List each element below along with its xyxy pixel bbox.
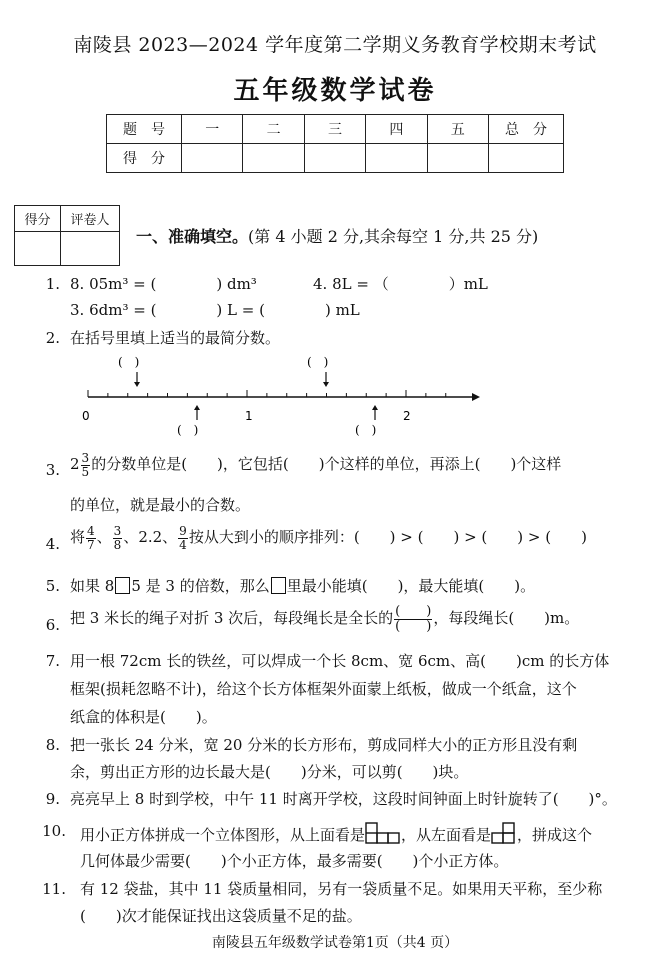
- q4-fraction-2: [113, 525, 123, 551]
- number-line-ticks: [88, 390, 446, 397]
- question-number: 2.: [45, 329, 60, 347]
- score-table-score-row: [107, 144, 564, 173]
- fraction-numerator: 9: [179, 524, 187, 538]
- score-cell-section: 五: [427, 115, 488, 144]
- grader-score-label: 得分: [15, 206, 61, 232]
- number-line-label-2: 2: [403, 409, 411, 423]
- q10-text-1: 用小正方体拼成一个立体图形，从上面看是: [80, 826, 366, 844]
- question-number: 5.: [45, 577, 60, 595]
- down-arrow-head-icon: [323, 382, 329, 387]
- q6-text-1: 把 3 米长的绳子对折 3 次后，每段绳长是全长的: [70, 609, 394, 628]
- fraction-denominator: 4: [179, 537, 187, 552]
- number-line-blank-upper-1[interactable]: ( ): [118, 355, 140, 369]
- q2-text: 在括号里填上适当的最简分数。: [70, 329, 281, 347]
- q10-line2: 几何体最少需要( )个小正方体，最多需要( )个小正方体。: [80, 852, 509, 870]
- q7-line2: 框架(损耗忽略不计)，给这个长方体框架外面蒙上纸板，做成一个纸盒，这个: [70, 680, 577, 698]
- score-input-cell[interactable]: [366, 144, 427, 173]
- exam-subtitle: 五年级数学试卷: [233, 76, 437, 106]
- q7-line3: 纸盒的体积是( )。: [70, 708, 217, 726]
- up-arrow-head-icon: [194, 405, 200, 410]
- number-line-blank-upper-2[interactable]: ( ): [307, 355, 329, 369]
- q7-line1: 用一根 72cm 长的铁丝，可以焊成一个长 8cm、宽 6cm、高( )cm 的长方体: [70, 652, 610, 670]
- grader-name-cell[interactable]: [61, 232, 120, 266]
- fraction-denominator: 7: [87, 537, 95, 552]
- score-cell-section: 三: [304, 115, 365, 144]
- fraction-denominator: 5: [81, 464, 90, 479]
- grader-box: [14, 205, 120, 266]
- question-number: 9.: [45, 790, 60, 808]
- q6-line: [70, 605, 579, 633]
- q5-line: [70, 577, 535, 595]
- score-input-cell[interactable]: [304, 144, 365, 173]
- down-arrow-head-icon: [134, 382, 140, 387]
- q10-line1: [80, 822, 592, 844]
- fraction-denominator: ( ): [395, 618, 432, 634]
- q4-separator: 、: [96, 528, 112, 547]
- section-heading: [136, 224, 538, 247]
- question-number: 10.: [42, 822, 66, 840]
- q4-prefix: 将: [70, 528, 86, 547]
- score-row-label: 得 分: [107, 144, 182, 173]
- q3-whole: 2: [70, 455, 80, 474]
- number-line-blank-lower-2[interactable]: ( ): [355, 423, 377, 437]
- q5-text-1: 如果 8: [70, 577, 115, 595]
- question-number: 3.: [45, 461, 60, 479]
- fraction-denominator: 8: [113, 537, 122, 552]
- score-table: [106, 114, 564, 173]
- score-cell-label: 题 号: [107, 115, 182, 144]
- grader-name-label: 评卷人: [61, 206, 120, 232]
- page-footer: 南陵县五年级数学试卷第1页（共4 页）: [211, 935, 459, 951]
- q6-text-2: ，每段绳长( )m。: [433, 609, 580, 628]
- number-line-label-0: 0: [82, 409, 90, 423]
- question-number: 1.: [45, 275, 60, 293]
- q11-line2: ( )次才能保证找出这袋质量不足的盐。: [80, 907, 362, 925]
- question-number: 6.: [45, 616, 60, 634]
- q3-fraction: [81, 452, 91, 478]
- blank-box-icon: [115, 577, 130, 594]
- q3-line2: 的单位，就是最小的合数。: [70, 496, 251, 514]
- q8-line2: 余，剪出正方形的边长最大是( )分米，可以剪( )块。: [70, 763, 469, 781]
- question-number: 4.: [45, 535, 60, 553]
- q5-text-2: 5 是 3 的倍数，那么: [131, 577, 270, 595]
- q4-suffix: 按从大到小的顺序排列：( ) > ( ) > ( ) > ( ): [188, 528, 587, 547]
- score-cell-total: 总 分: [489, 115, 564, 144]
- left-view-icon: [491, 822, 517, 844]
- q10-text-2: ，从左面看是: [401, 826, 492, 844]
- fraction-numerator: 3: [81, 451, 90, 465]
- number-line-figure: [80, 352, 480, 442]
- q1-part-b: 4. 8L = （ ）mL: [313, 275, 488, 293]
- q6-fraction-blank[interactable]: [394, 605, 432, 633]
- number-line-arrow: [472, 393, 480, 401]
- score-input-cell[interactable]: [427, 144, 488, 173]
- score-table-header-row: [107, 115, 564, 144]
- question-number: 7.: [45, 652, 60, 670]
- up-arrow-head-icon: [372, 405, 378, 410]
- question-number: 8.: [45, 736, 60, 754]
- q3-line1: [70, 452, 561, 478]
- section-title: 一、准确填空。: [136, 227, 249, 246]
- score-input-cell[interactable]: [489, 144, 564, 173]
- q11-line1: 有 12 袋盐，其中 11 袋质量相同，另有一袋质量不足。如果用天平称，至少称: [80, 880, 603, 898]
- score-cell-section: 四: [366, 115, 427, 144]
- q4-fraction-3: [178, 525, 188, 551]
- fraction-numerator: ( ): [395, 604, 432, 619]
- exam-header-title: 南陵县 2023—2024 学年度第二学期义务教育学校期末考试: [73, 34, 597, 56]
- score-input-cell[interactable]: [243, 144, 304, 173]
- score-cell-section: 一: [182, 115, 243, 144]
- number-line-label-1: 1: [245, 409, 253, 423]
- grader-score-cell[interactable]: [15, 232, 61, 266]
- q10-text-3: ，拼成这个: [517, 826, 593, 844]
- q3-text: 的分数单位是( )，它包括( )个这样的单位，再添上( )个这样: [91, 455, 562, 474]
- q4-middle: 、2.2、: [123, 528, 178, 547]
- score-cell-section: 二: [243, 115, 304, 144]
- q4-line: [70, 525, 587, 551]
- fraction-numerator: 4: [87, 524, 95, 538]
- top-view-icon: [365, 822, 401, 844]
- blank-box-icon: [271, 577, 286, 594]
- q4-fraction-1: [86, 525, 96, 551]
- fraction-numerator: 3: [113, 524, 122, 538]
- q1-part-c: 3. 6dm³ = ( ) L = ( ) mL: [70, 301, 360, 319]
- question-number: 11.: [42, 880, 66, 898]
- section-note: (第 4 小题 2 分,其余每空 1 分,共 25 分): [248, 227, 539, 246]
- number-line-blank-lower-1[interactable]: ( ): [177, 423, 199, 437]
- q1-part-a: 8. 05m³ = ( ) dm³: [70, 275, 257, 293]
- q5-text-3: 里最小能填( )，最大能填( )。: [286, 577, 536, 595]
- q9-text: 亮亮早上 8 时到学校，中午 11 时离开学校，这段时间钟面上时针旋转了( )°。: [70, 790, 617, 808]
- q8-line1: 把一张长 24 分米，宽 20 分米的长方形布，剪成同样大小的正方形且没有剩: [70, 736, 578, 754]
- score-input-cell[interactable]: [182, 144, 243, 173]
